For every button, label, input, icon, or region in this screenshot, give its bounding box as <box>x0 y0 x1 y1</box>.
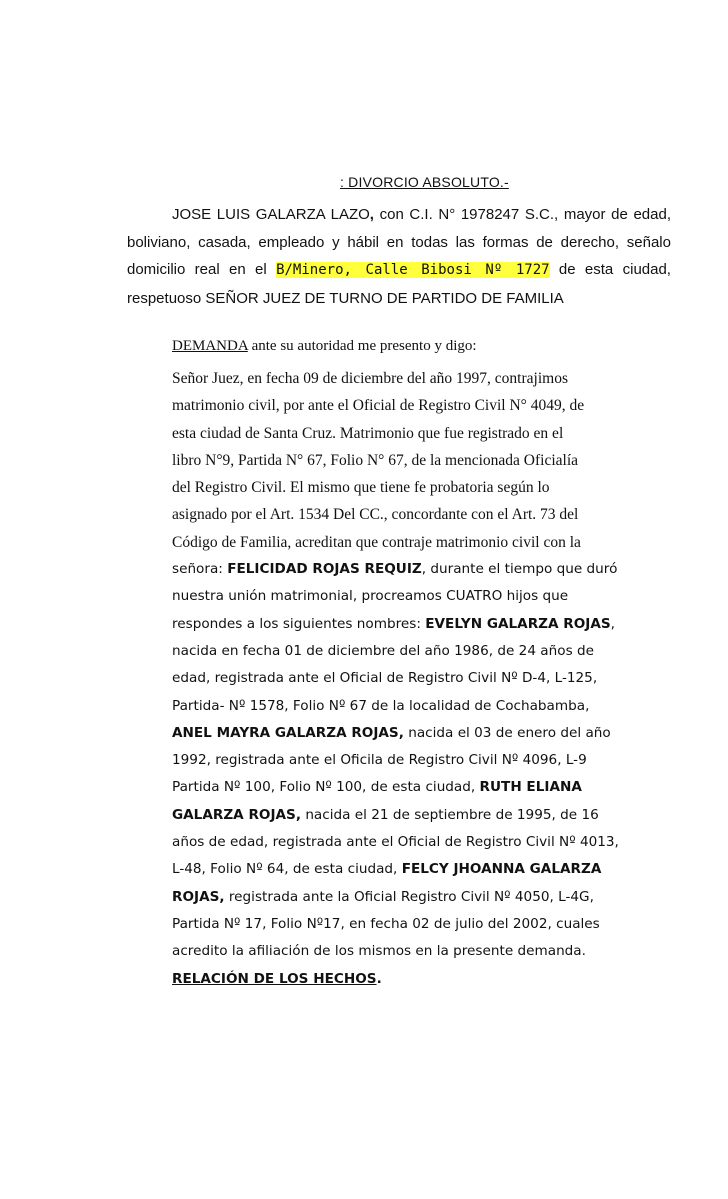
child-name-4a: FELCY JHOANNA GALARZA <box>401 861 602 878</box>
intro-text-2: de esta ciudad, respetuoso SEÑOR JUEZ DE TURNO DE PARTIDO DE FAMILIA <box>127 261 671 307</box>
demanda-rest: ante su autoridad me presento y digo: <box>247 338 477 354</box>
child-name-4b: ROJAS, <box>172 888 225 905</box>
body-line: señora: FELICIDAD ROJAS REQUIZ, durante el tiempo que duró <box>172 561 618 578</box>
child-name-2: ANEL MAYRA GALARZA ROJAS, <box>172 724 404 741</box>
body-line: del Registro Civil. El mismo que tiene fe probatoria según lo <box>172 479 550 497</box>
body-line: acredito la afiliación de los mismos en la presente demanda. <box>172 943 586 960</box>
section-heading: RELACIÓN DE LOS HECHOS. <box>172 970 382 987</box>
body-line: ROJAS, registrada ante la Oficial Registro Civil Nº 4050, L-4G, <box>172 888 594 905</box>
body-line: Partida Nº 100, Folio Nº 100, de esta ciudad, RUTH ELIANA <box>172 779 582 796</box>
body-line: L-48, Folio Nº 64, de esta ciudad, FELCY JHOANNA GALARZA <box>172 861 602 878</box>
body-line: matrimonio civil, por ante el Oficial de Registro Civil N° 4049, de <box>172 397 585 415</box>
spouse-name: FELICIDAD ROJAS REQUIZ <box>227 561 422 578</box>
body-line: nacida en fecha 01 de diciembre del año 1986, de 24 años de <box>172 642 594 659</box>
body-line: edad, registrada ante el Oficial de Registro Civil Nº D-4, L-125, <box>172 670 598 687</box>
highlighted-address: B/Minero, Calle Bibosi Nº 1727 <box>276 262 550 279</box>
demanda-word: DEMANDA <box>172 338 248 354</box>
document-title: : DIVORCIO ABSOLUTO.- <box>340 174 509 190</box>
body-line: respondes a los siguientes nombres: EVELYN GALARZA ROJAS, <box>172 615 615 632</box>
body-line: Partida Nº 17, Folio Nº17, en fecha 02 de julio del 2002, cuales <box>172 915 600 932</box>
child-name-3a: RUTH ELIANA <box>479 779 582 796</box>
body-text <box>172 365 692 993</box>
child-name-3b: GALARZA ROJAS, <box>172 806 301 823</box>
plaintiff-name: JOSE LUIS GALARZA LAZO <box>172 206 370 223</box>
body-line: nuestra unión matrimonial, procreamos CUATRO hijos que <box>172 588 569 605</box>
body-line: años de edad, registrada ante el Oficial de Registro Civil Nº 4013, <box>172 834 619 851</box>
child-name-1: EVELYN GALARZA ROJAS <box>425 615 611 632</box>
body-line: esta ciudad de Santa Cruz. Matrimonio que fue registrado en el <box>172 424 564 442</box>
intro-paragraph <box>127 201 671 312</box>
body-line: libro N°9, Partida N° 67, Folio N° 67, de la mencionada Oficialía <box>172 451 579 469</box>
body-line: asignado por el Art. 1534 Del CC., concordante con el Art. 73 del <box>172 506 579 524</box>
body-line: Partida- Nº 1578, Folio Nº 67 de la localidad de Cochabamba, <box>172 697 590 714</box>
body-line: GALARZA ROJAS, nacida el 21 de septiembre de 1995, de 16 <box>172 806 599 823</box>
intro-text-1: con C.I. N° 1978247 S.C., mayor de edad, boliviano, casada, empleado y hábil en todas las formas de derecho, señalo domicilio real en el <box>127 206 671 279</box>
body-line: Código de Familia, acreditan que contraje matrimonio civil con la <box>172 533 581 551</box>
body-line: ANEL MAYRA GALARZA ROJAS, nacida el 03 de enero del año <box>172 724 611 741</box>
facts-heading: RELACIÓN DE LOS HECHOS <box>172 970 377 987</box>
demanda-line <box>172 338 477 355</box>
body-line: Señor Juez, en fecha 09 de diciembre del año 1997, contrajimos <box>172 370 568 387</box>
body-line: 1992, registrada ante el Oficila de Registro Civil Nº 4096, L-9 <box>172 752 587 769</box>
intro-comma: , <box>369 206 374 223</box>
